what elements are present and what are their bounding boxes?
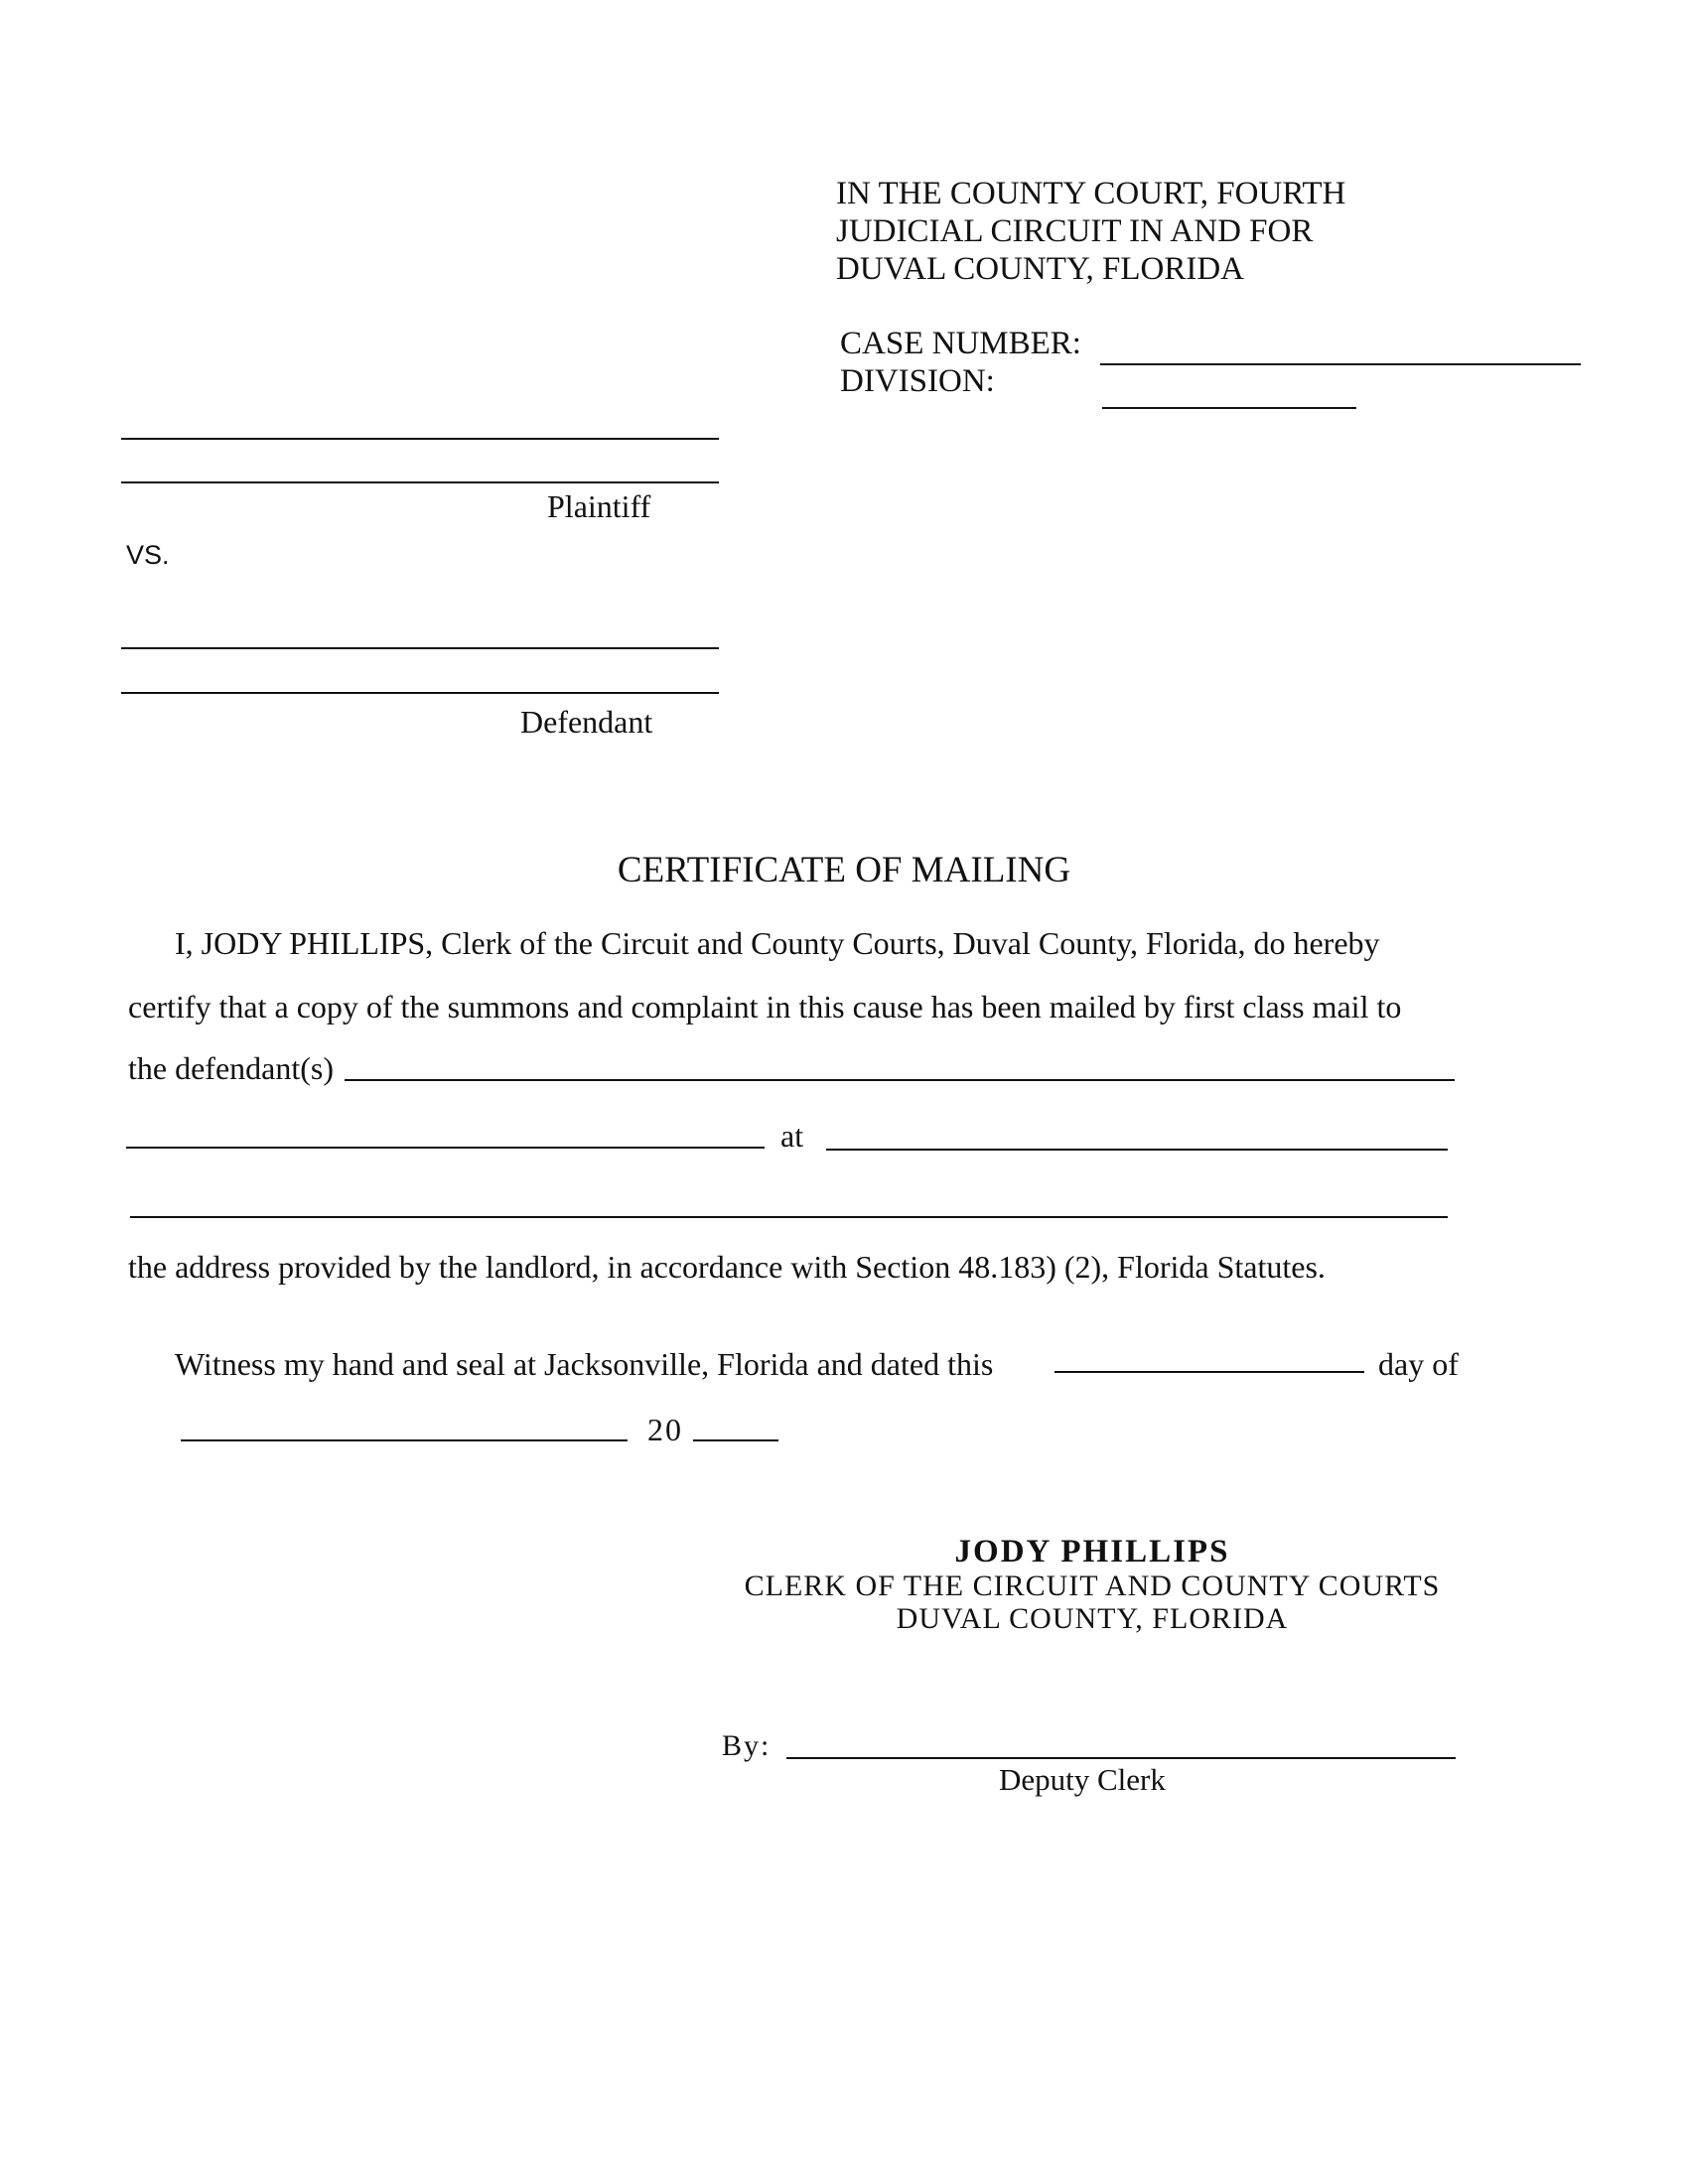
plaintiff-label: Plaintiff <box>547 488 651 524</box>
plaintiff-line-1 <box>121 438 719 440</box>
day-field[interactable] <box>1055 1333 1364 1371</box>
signature-line <box>786 1757 1456 1759</box>
month-line <box>181 1439 628 1441</box>
certify-line-2: certify that a copy of the summons and complaint in this cause has been mailed by first class mail to <box>128 989 1402 1024</box>
case-number-field[interactable] <box>1100 326 1581 363</box>
defendant-line-1 <box>121 647 719 649</box>
court-line-2: JUDICIAL CIRCUIT IN AND FOR <box>836 213 1314 249</box>
defendants-label: the defendant(s) <box>128 1050 335 1086</box>
year-line <box>693 1439 778 1441</box>
by-label: By: <box>722 1729 772 1762</box>
plaintiff-field-1[interactable] <box>121 400 719 438</box>
address-field-2[interactable] <box>130 1178 1448 1216</box>
signature-field[interactable] <box>786 1719 1456 1757</box>
defendant-label: Defendant <box>520 704 653 740</box>
address-line-1 <box>826 1149 1448 1151</box>
division-field[interactable] <box>1102 369 1356 407</box>
document-title: CERTIFICATE OF MAILING <box>617 850 1071 890</box>
day-line <box>1055 1371 1364 1373</box>
defendant-name-field[interactable] <box>126 1109 765 1147</box>
defendant-name-line <box>126 1147 765 1149</box>
case-number-label: CASE NUMBER: <box>840 326 1081 361</box>
clerk-county: DUVAL COUNTY, FLORIDA <box>896 1602 1289 1635</box>
defendant-line-2 <box>121 692 719 694</box>
certify-line-1: I, JODY PHILLIPS, Clerk of the Circuit and County Courts, Duval County, Florida, do hereby <box>175 925 1380 961</box>
address-field-1[interactable] <box>826 1111 1448 1149</box>
plaintiff-line-2 <box>121 481 719 483</box>
case-number-line <box>1100 363 1581 365</box>
court-caption <box>836 175 1345 288</box>
year-field[interactable] <box>693 1402 778 1439</box>
defendants-field[interactable] <box>345 1041 1455 1079</box>
witness-text: Witness my hand and seal at Jacksonville, Florida and dated this <box>175 1346 994 1382</box>
defendants-line <box>345 1079 1455 1081</box>
vs-label: VS. <box>126 540 170 570</box>
clerk-signature-block <box>695 1534 1489 1635</box>
day-of-label: day of <box>1378 1346 1459 1382</box>
deputy-clerk-label: Deputy Clerk <box>999 1762 1166 1797</box>
defendant-field-2[interactable] <box>121 654 719 692</box>
division-line <box>1102 407 1356 409</box>
address-line-2 <box>130 1216 1448 1218</box>
address-statement: the address provided by the landlord, in accordance with Section 48.183) (2), Florida Statutes. <box>128 1249 1326 1285</box>
month-field[interactable] <box>181 1402 628 1439</box>
clerk-title: CLERK OF THE CIRCUIT AND COUNTY COURTS <box>744 1570 1441 1602</box>
clerk-name: JODY PHILLIPS <box>954 1534 1230 1570</box>
plaintiff-field-2[interactable] <box>121 444 719 481</box>
defendant-field-1[interactable] <box>121 610 719 647</box>
court-line-1: IN THE COUNTY COURT, FOURTH <box>836 176 1346 211</box>
court-line-3: DUVAL COUNTY, FLORIDA <box>836 251 1245 287</box>
division-label: DIVISION: <box>840 363 995 399</box>
year-prefix: 20 <box>647 1412 683 1447</box>
at-label: at <box>780 1118 804 1154</box>
